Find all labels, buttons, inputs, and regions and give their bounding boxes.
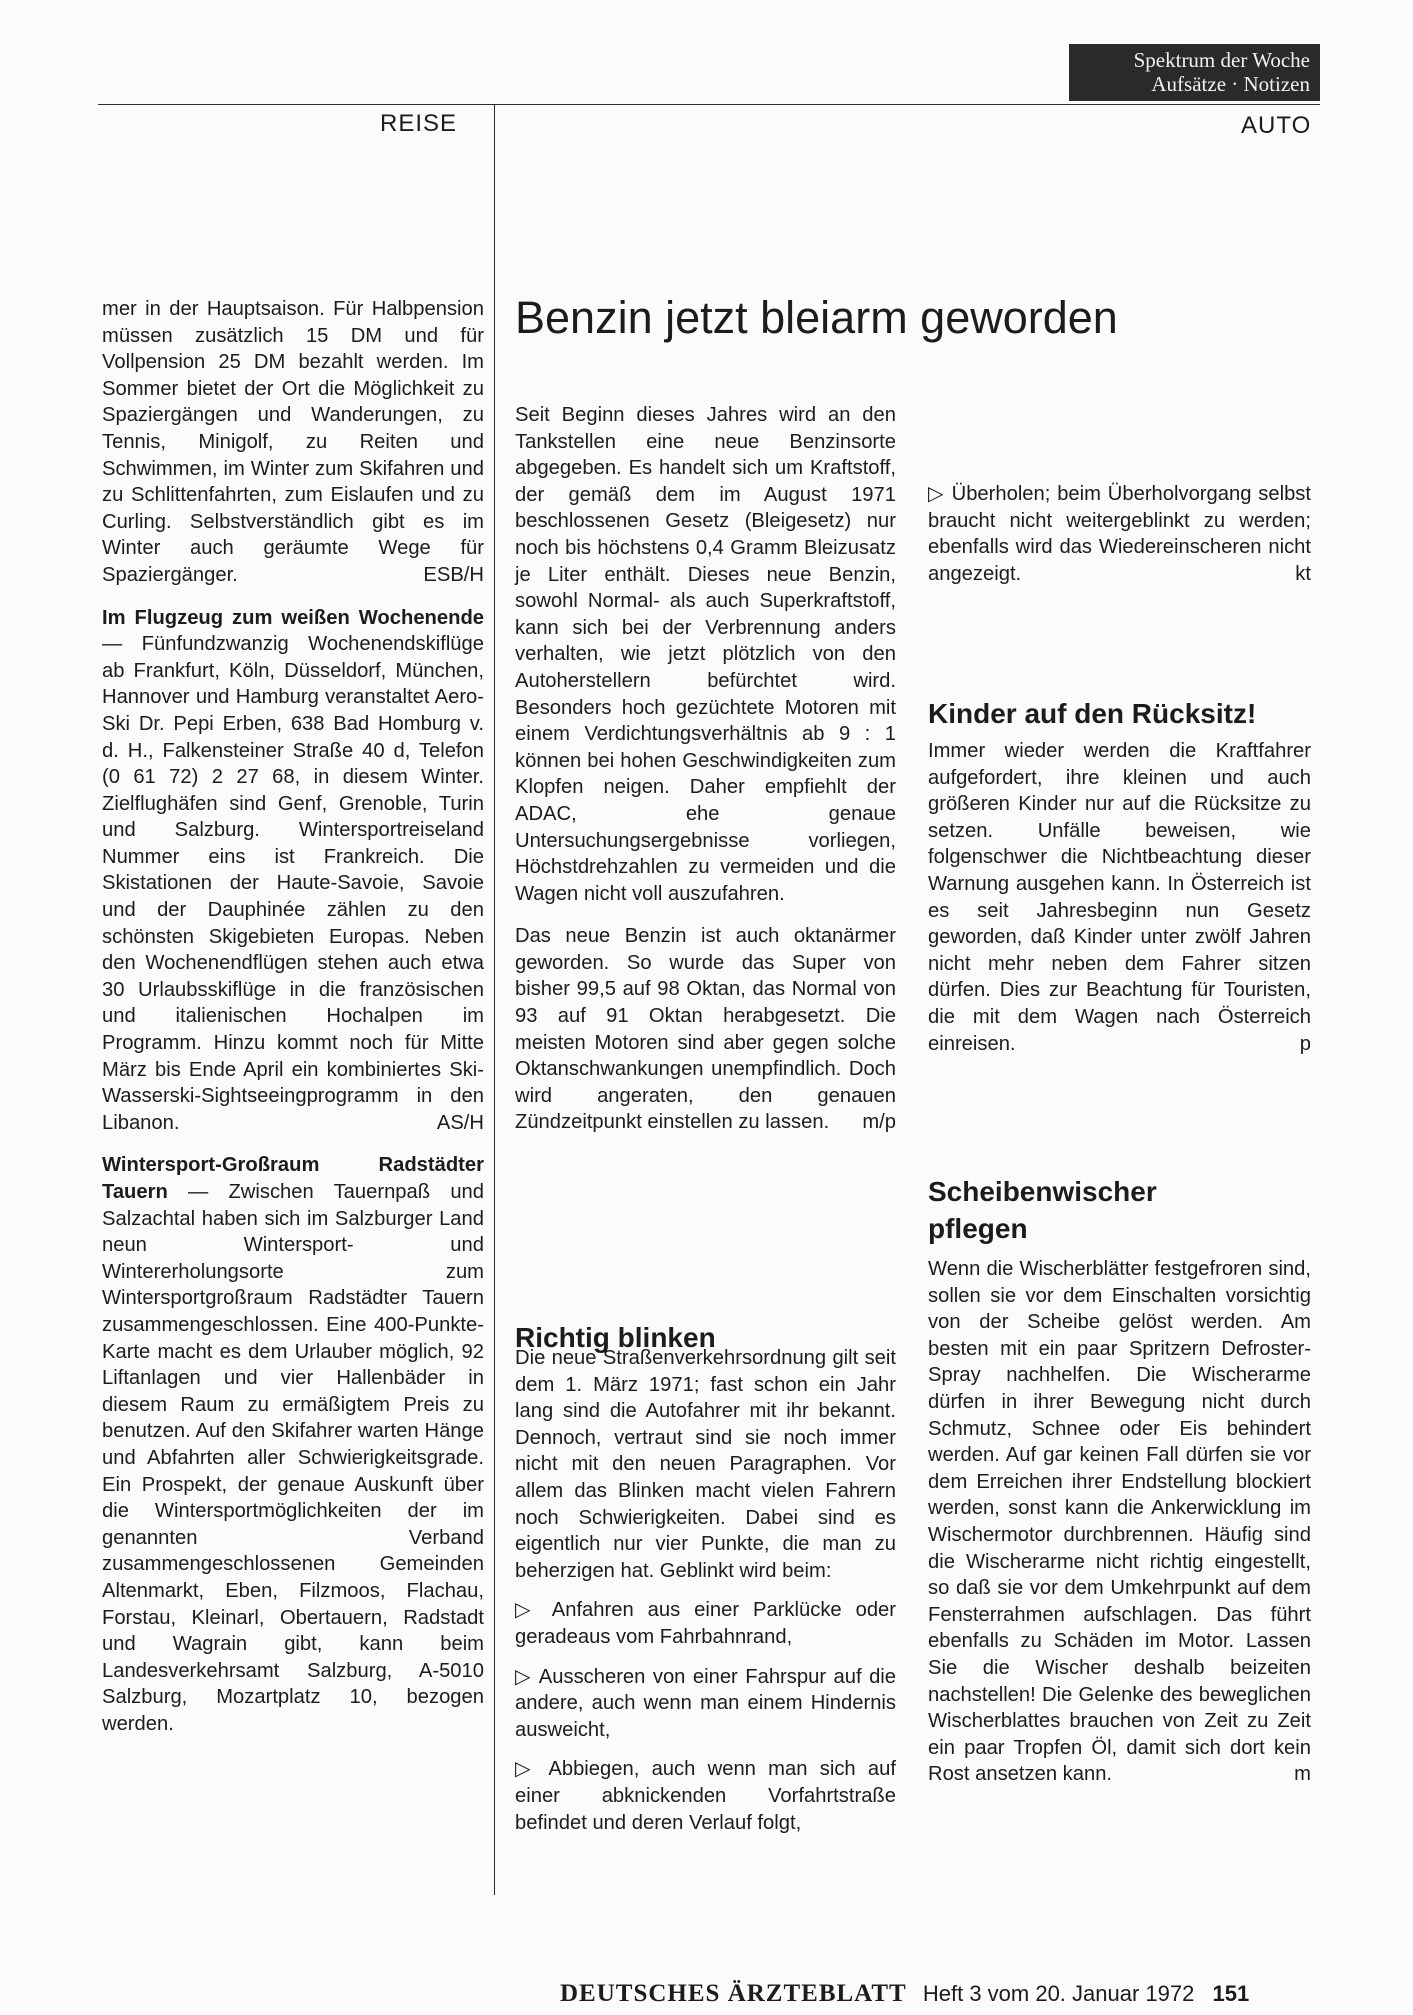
header-rule xyxy=(98,104,1320,105)
bullet-item: ▷ Anfahren aus einer Parklücke oder geradeaus vom Fahrbahnrand, xyxy=(515,1599,897,1648)
kinder-heading: Kinder auf den Rücksitz! xyxy=(928,698,1257,730)
author-signature: kt xyxy=(1295,562,1311,585)
triangle-bullet-icon: ▷ xyxy=(515,1599,539,1622)
badge-line-2: Aufsätze · Notizen xyxy=(1151,72,1310,96)
triangle-bullet-icon: ▷ xyxy=(515,1758,538,1781)
triangle-bullet-icon: ▷ xyxy=(928,483,945,505)
page-number: 151 xyxy=(1212,1981,1250,2006)
reise-paragraph: mer in der Hauptsaison. Für Halbpension müssen zusätzlich 15 DM und für Vollpension 25 DM bezahlt werden. Im Sommer bietet der Ort die Möglichkeit zu Spaziergängen und Wanderungen, zu Tennis, Minigolf, zu Reiten und Schwimmen, im Winter zum Skifahren und zu Schlittenfahrten, zum Eislaufen und zu Curling. Selbstverständlich gibt es im Winter auch geräumte Wege für Spaziergänger. ESB/H xyxy=(102,296,484,589)
author-signature: m/p xyxy=(862,1111,896,1134)
blinken-continued xyxy=(928,468,1311,587)
auto-column-1 xyxy=(515,402,896,1136)
magazine-name: DEUTSCHES ÄRZTEBLATT xyxy=(560,1980,907,2007)
bullet-item: ▷ Abbiegen, auch wenn man sich auf einer abknickenden Vorfahrtstraße befindet und deren Verlauf folgt, xyxy=(515,1758,896,1834)
bullet-item: ▷ Ausscheren von einer Fahrspur auf die andere, auch wenn man einem Hindernis ausweicht, xyxy=(515,1665,897,1741)
blinken-heading: Richtig blinken xyxy=(515,1322,716,1354)
section-label-auto: AUTO xyxy=(1241,112,1312,139)
wischer-heading: Scheibenwischer pflegen xyxy=(928,1176,1157,1245)
page-footer xyxy=(560,1980,1249,2008)
kinder-paragraph: Immer wieder werden die Kraftfahrer aufgefordert, ihre kleinen und auch größeren Kinder nur auf die Rücksitze zu setzen. Unfälle beweisen, wie folgenschwer die Nichtbeachtung dieser Warnung ausgehen kann. In Österreich ist es seit Jahresbeginn nun Gesetz geworden, daß Kinder unter zwölf Jahren nicht mehr neben dem Fahrer sitzen dürfen. Dies zur Beachtung für Touristen, die mit dem Wagen nach Österreich einreisen. p xyxy=(928,738,1311,1057)
badge-line-1: Spektrum der Woche xyxy=(1133,48,1310,72)
wischer-body xyxy=(928,1256,1311,1788)
author-signature: ESB/H xyxy=(423,563,484,586)
section-badge xyxy=(1069,44,1320,101)
author-signature: m xyxy=(1294,1763,1311,1786)
article-paragraph: Das neue Benzin ist auch oktanärmer geworden. So wurde das Super von bisher 99,5 auf 98 Oktan, das Normal von 93 auf 91 Oktan herabgesetzt. Die meisten Motoren sind aber gegen solche Oktanschwankungen unempfindlich. Doch wird angeraten, den genauen Zündzeitpunkt einstellen zu lassen. m/p xyxy=(515,923,896,1136)
column-divider xyxy=(494,105,495,1895)
section-label-reise: REISE xyxy=(380,110,458,137)
reise-column xyxy=(102,296,484,1737)
bullet-item: ▷ Überholen; beim Überholvorgang selbst braucht nicht weitergeblinkt zu werden; ebenfalls wird das Wiedereinscheren nicht angezeigt. kt xyxy=(928,481,1311,587)
author-signature: AS/H xyxy=(436,1111,484,1134)
blinken-body xyxy=(515,1345,896,1836)
kinder-body xyxy=(928,738,1311,1057)
item-title: Wintersport-Großraum Radstädter Tauern xyxy=(102,1154,484,1203)
blinken-paragraph: Die neue Straßenverkehrsordnung gilt seit dem 1. März 1971; fast schon ein Jahr lang sind die Autofahrer mit ihr bekannt. Dennoch, vertraut sind sie noch immer nicht mit den neuen Paragraphen. Vor allem das Blinken macht vielen Fahrern noch Schwierigkeiten. Dabei sind es eigentlich nur vier Punkte, die man zu beherzigen hat. Geblinkt wird beim: xyxy=(515,1347,896,1582)
triangle-bullet-icon: ▷ xyxy=(515,1665,533,1688)
issue-info: Heft 3 vom 20. Januar 1972 xyxy=(922,1981,1195,2006)
item-title: Im Flugzeug zum weißen Wochenende xyxy=(102,606,484,629)
article-paragraph: Seit Beginn dieses Jahres wird an den Tankstellen eine neue Benzinsorte abgegeben. Es handelt sich um Kraftstoff, der gemäß dem im August 1971 beschlossenen Gesetz (Bleigesetz) nur noch bis höchstens 0,4 Gramm Bleizusatz je Liter enthält. Dieses neue Benzin, sowohl Normal- als auch Superkraftstoff, kann sich bei der Verbrennung anders verhalten, wie jetzt plötzlich von den Autoherstellern befürchtet wird. Besonders hoch gezüchtete Motoren mit einem Verdichtungsverhältnis ab 9 : 1 können bei hohen Geschwindigkeiten zum Klopfen neigen. Daher empfiehlt der ADAC, ehe genaue Untersuchungsergebnisse vorliegen, Höchstdrehzahlen zu vermeiden und die Wagen nicht voll auszufahren. xyxy=(515,404,896,905)
reise-paragraph: Wintersport-Großraum Radstädter Tauern — Zwischen Tauernpaß und Salzachtal haben sich im Salzburger Land neun Wintersport- und Wintererholungsorte zum Wintersportgroßraum Radstädter Tauern zusammengeschlossen. Eine 400-Punkte-Karte macht es dem Urlauber möglich, 92 Liftanlagen und vier Hallenbäder in diesem Raum zu ermäßigtem Preis zu benutzen. Auf den Skifahrer warten Hänge und Abfahrten aller Schwierigkeitsgrade. Ein Prospekt, der genaue Auskunft über die Wintersportmöglichkeiten der im genannten Verband zusammengeschlossenen Gemeinden Altenmarkt, Eben, Filzmoos, Flachau, Forstau, Kleinarl, Obertauern, Radstadt und Wagrain gibt, kann beim Landesverkehrsamt Salzburg, A-5010 Salzburg, Mozartplatz 10, bezogen werden. xyxy=(102,1154,484,1735)
reise-paragraph: Im Flugzeug zum weißen Wochenende — Fünfundzwanzig Wochenendskiflüge ab Frankfurt, Köln, Düsseldorf, München, Hannover und Hamburg veranstaltet Aero-Ski Dr. Pepi Erben, 638 Bad Homburg v. d. H., Falkensteiner Straße 40 d, Telefon (0 61 72) 2 27 68, in diesem Winter. Zielflughäfen sind Genf, Grenoble, Turin und Salzburg. Wintersportreiseland Nummer eins ist Frankreich. Die Skistationen der Haute-Savoie, Savoie und der Dauphinée zählen zu den schönsten Skigebieten Europas. Neben den Wochenendflügen stehen auch etwa 30 Urlaubsskiflüge in die französischen und italienischen Hochalpen im Programm. Hinzu kommt noch für Mitte März bis Ende April ein kombiniertes Ski-Wasserski-Sightseeingprogramm in den Libanon. AS/H xyxy=(102,605,484,1137)
author-signature: p xyxy=(1299,1032,1311,1055)
article-headline: Benzin jetzt bleiarm geworden xyxy=(515,292,1118,343)
wischer-paragraph: Wenn die Wischerblätter festgefroren sind, sollen sie vor dem Einschalten vorsichtig von der Scheibe gelöst werden. Am besten mit ein paar Spritzern Defroster-Spray nachhelfen. Die Wischerarme dürfen in ihrer Bewegung nicht durch Schmutz, Schnee oder Eis behindert werden. Auf gar keinen Fall dürfen sie vor dem Erreichen ihrer Endstellung blockiert werden, sonst kann die Ankerwicklung im Wischermotor durchbrennen. Häufig sind die Wischerarme nicht richtig eingestellt, so daß sie vor dem Umkehrpunkt auf dem Fensterrahmen aufschlagen. Das führt ebenfalls zu Schäden im Motor. Lassen Sie die Wischer deshalb beizeiten nachstellen! Die Gelenke des beweglichen Wischerblattes brauchen von Zeit zu Zeit ein paar Tropfen Öl, damit sich dort kein Rost ansetzen kann. m xyxy=(928,1256,1311,1788)
